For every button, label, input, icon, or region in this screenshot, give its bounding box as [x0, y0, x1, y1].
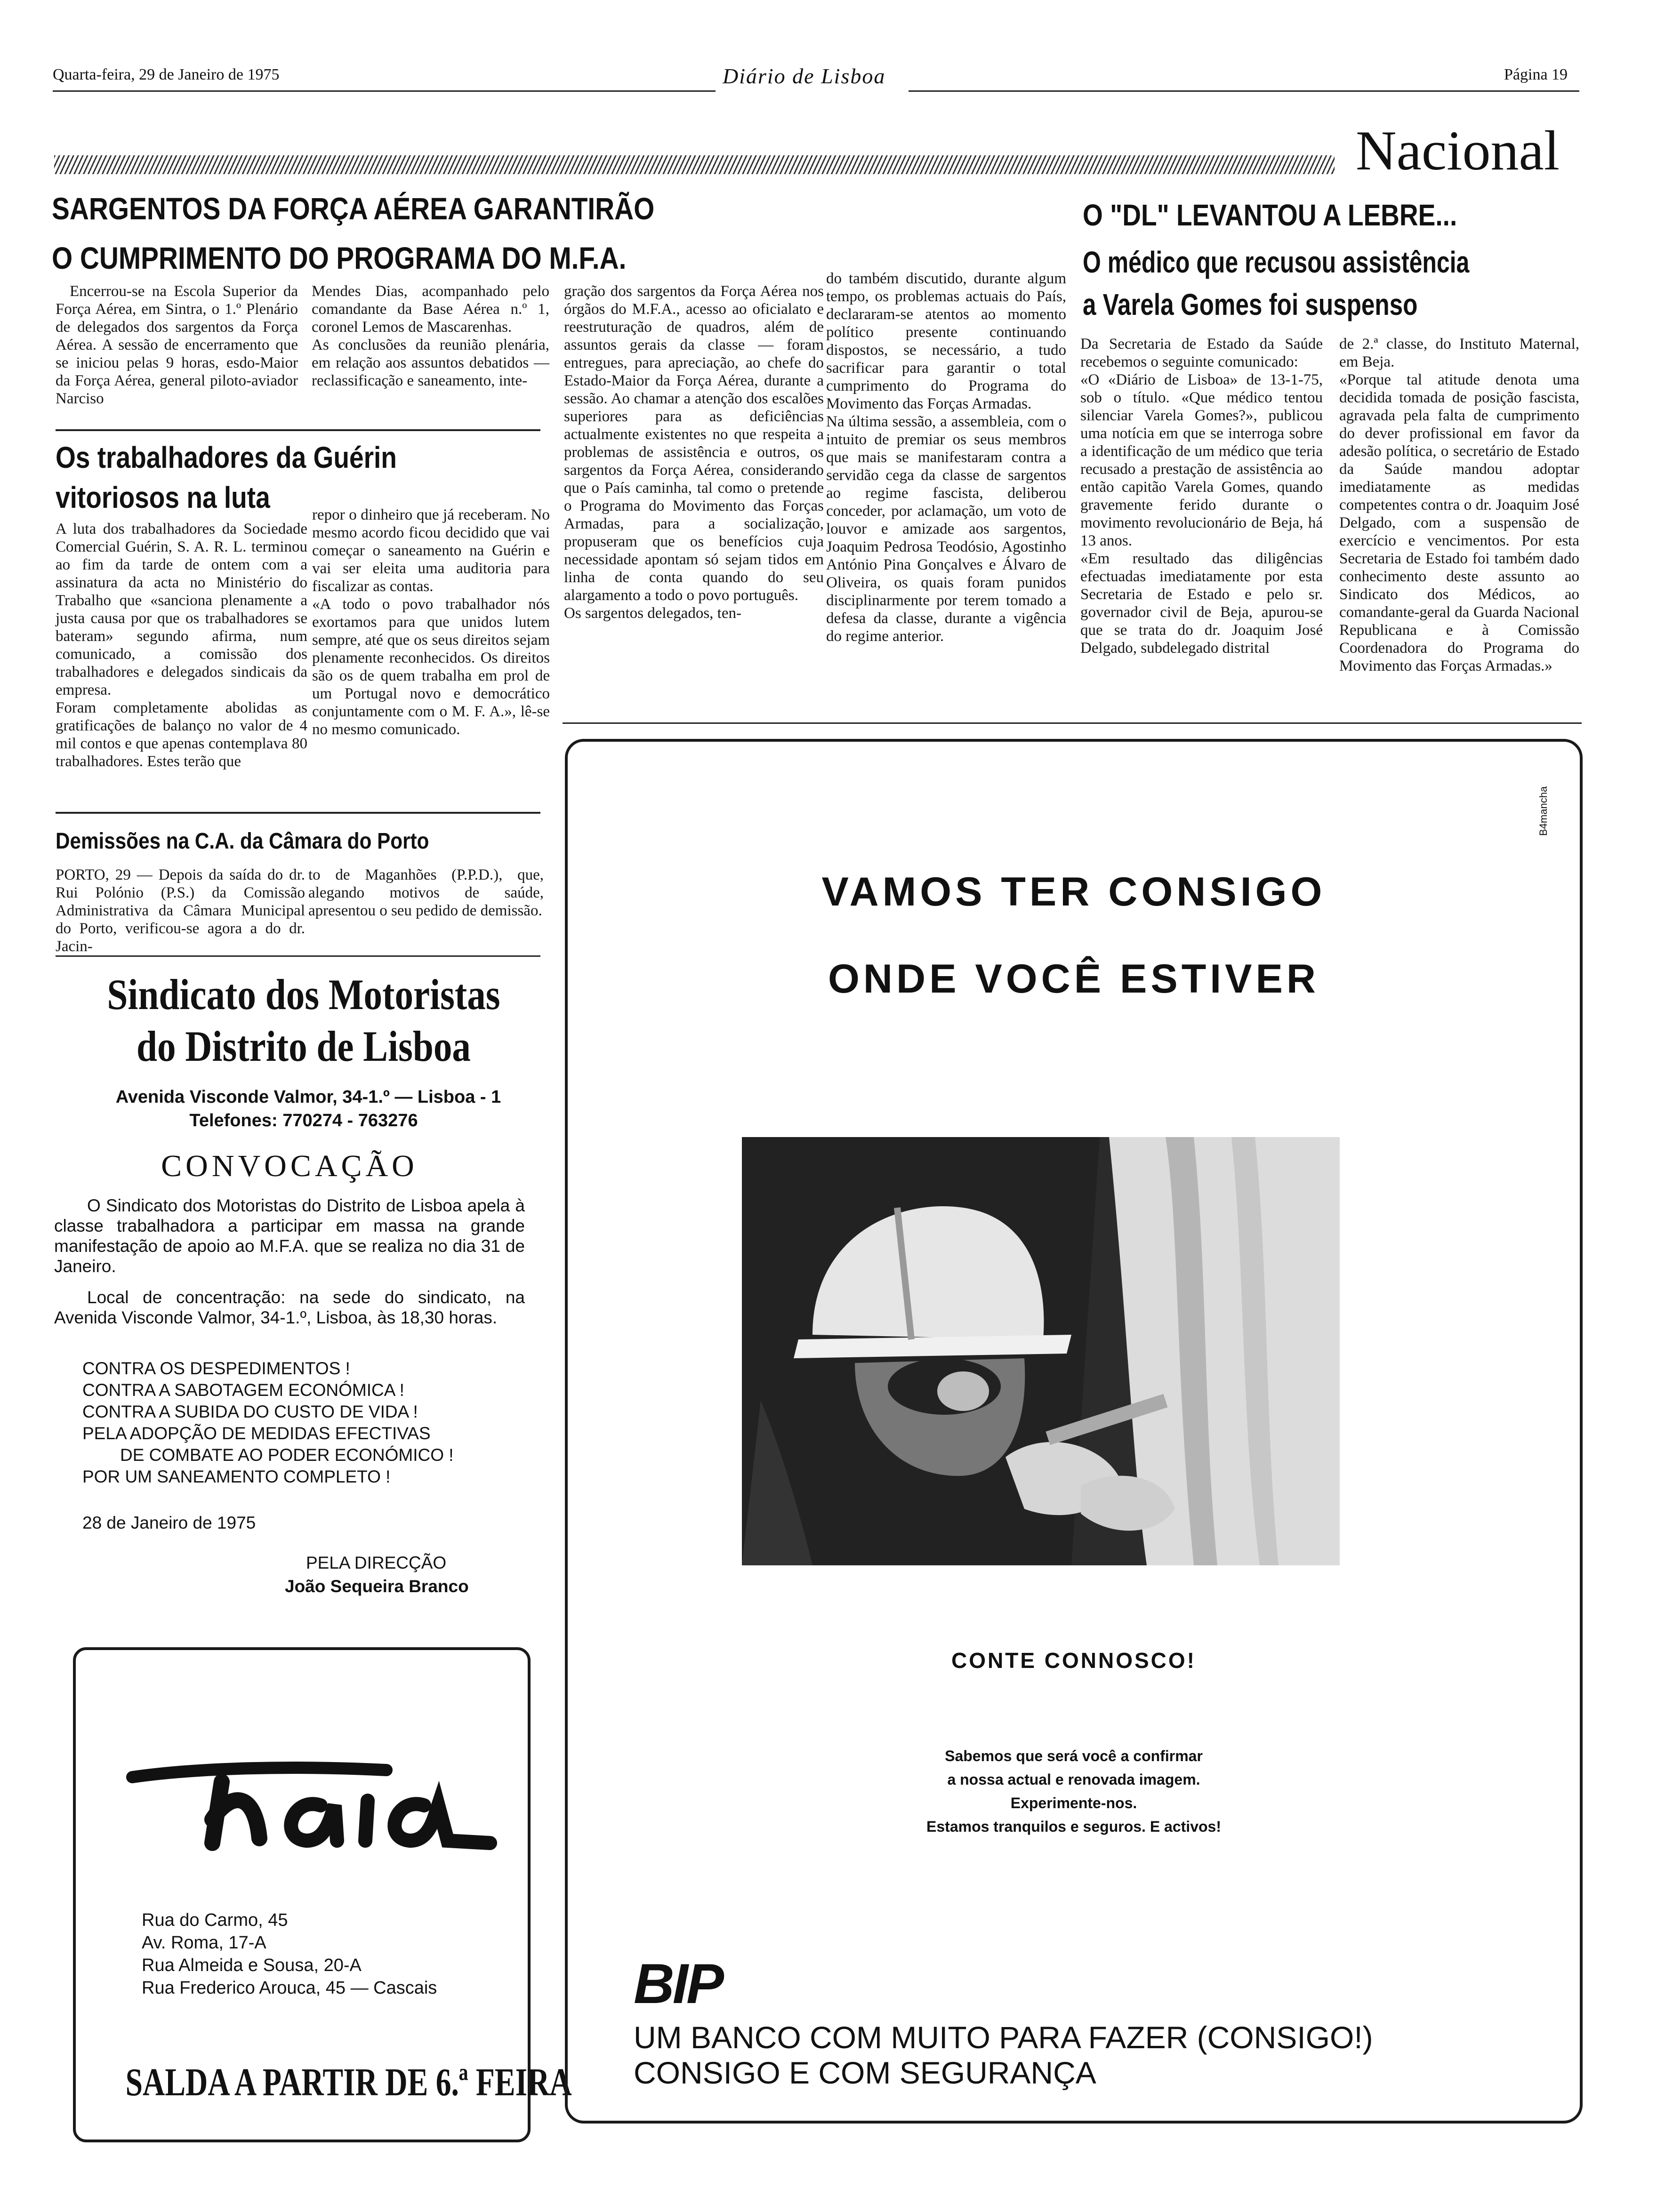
- article4-col1: Da Secretaria de Estado da Saúde recebemos o seguinte comunicado: «O «Diário de Lisboa» de 13-1-75, sob o título. «Que médico tentou silenciar Varela Gomes?», publicou uma notícia em que se interroga sobre a identificação de um médico que teria recusado a prestação de assistência ao então capitão Varela Gomes, quando gravemente ferido durante o movimento revolucionário de Beja, há 13 anos. «Em resultado das diligências efectuadas imediatamente por esta Secretaria de Estado e pelo sr. governador civil de Beja, apurou-se que se trata do dr. Joaquim José Delgado, subdelegado distrital: [1080, 336, 1323, 657]
- bank-ad-subhead: CONTE CONNOSCO!: [951, 1648, 1196, 1673]
- article3-col1: PORTO, 29 — Depois da saída do dr. Rui Polónio (P.S.) da Comissão Administrativa da Câmara Municipal do Porto, verificou-se agora a do dr. Jacin-: [56, 866, 305, 955]
- union-ad-slogan: CONTRA A SABOTAGEM ECONÓMICA !: [82, 1380, 404, 1400]
- article1-col2: Mendes Dias, acompanhado pelo comandante da Base Aérea n.º 1, coronel Lemos de Mascarenhas. As conclusões da reunião plenária, em relação aos assuntos debatidos — reclassificação e saneamento, inte-: [312, 283, 549, 389]
- article1-headline-line2: O CUMPRIMENTO DO PROGRAMA DO M.F.A.: [52, 240, 627, 275]
- section-hatch-band: [54, 155, 1335, 174]
- article4-col2: de 2.ª classe, do Instituto Maternal, em Beja. «Porque tal atitude denota uma decidida tomada de posição fascista, agravada pela falta de cumprimento do dever profissional em favor da adesão política, o secretário de Estado da Saúde mandou adoptar imediatamente as medidas competentes contra o dr. Joaquim José Delgado, com a suspensão de exercício e vencimentos. Por esta Secretaria de Estado foi também dado conhecimento deste assunto ao Sindicato dos Médicos, ao comandante-geral da Guarda Nacional Republicana e à Comissão Coordenadora do Programa do Movimento das Forças Armadas.»: [1339, 336, 1579, 674]
- bank-ad: [565, 739, 1583, 2124]
- union-ad-slogan: POR UM SANEAMENTO COMPLETO !: [82, 1467, 391, 1486]
- bank-ad-tag: B4mancha: [1537, 786, 1549, 836]
- bank-ad-photo: [742, 1137, 1340, 1565]
- article1-col1: Encerrou-se na Escola Superior da Força Aérea, em Sintra, o 1.º Plenário de delegados dos sargentos da Força Aérea. A sessão de encerramento que se iniciou pelas 9 horas, esdo-Maior da Força Aérea, general piloto-aviador Narciso: [56, 283, 298, 407]
- union-ad-slogan: PELA ADOPÇÃO DE MEDIDAS EFECTIVAS: [82, 1424, 431, 1443]
- article1-col3: gração dos sargentos da Força Aérea nos órgãos do M.F.A., acesso ao oficialato e reestruturação de quadros, além de assuntos gerais da classe — foram entregues, para apreciação, ao chefe do Estado-Maior da Força Aérea, durante a sessão. Ao chamar a atenção dos escalões superiores para as deficiências actualmente existentes no que respeita a problemas de assistência e outros, os sargentos da Força Aérea, considerando que o País caminha, tal como o pretende o Programa do Movimento das Forças Armadas, para a socialização, propuseram que os benefícios cuja necessidade apontam só sejam tidos em linha de conta quando do seu alargamento a todo o povo português. Os sargentos delegados, ten-: [564, 283, 824, 622]
- article1-headline-line1: SARGENTOS DA FORÇA AÉREA GARANTIRÃO: [52, 191, 655, 226]
- bank-ad-headline-line2: ONDE VOCÊ ESTIVER: [828, 956, 1319, 1002]
- article4-headline-line1: O "DL" LEVANTOU A LEBRE...: [1083, 198, 1457, 232]
- bank-ad-logo: BIP: [634, 1952, 723, 2015]
- bank-ad-line: Sabemos que será você a confirmar: [945, 1747, 1203, 1764]
- naia-address: Rua Almeida e Sousa, 20-A: [142, 1956, 362, 1975]
- union-ad-signature-title: PELA DIRECÇÃO: [306, 1553, 447, 1572]
- naia-address: Rua Frederico Arouca, 45 — Cascais: [142, 1978, 437, 1998]
- union-ad-slogans: [82, 1358, 544, 1488]
- article1-bottom-rule: [56, 429, 540, 431]
- naia-slogan: SALDA A PARTIR DE 6.ª FEIRA: [125, 2060, 572, 2104]
- article3-col2: to de Maganhões (P.P.D.), que, alegando motivos de saúde, apresentou o seu pedido de demissão.: [308, 866, 544, 919]
- article2-col2: repor o dinheiro que já receberam. No mesmo acordo ficou decidido que vai começar o saneamento na Guérin e vai ser eleita uma auditoria para fiscalizar as contas. «A todo o povo trabalhador nós exortamos para que unidos lutem sempre, até que os seus direitos sejam plenamente reconhecidos. Os direitos são os de quem trabalha em prol de um Portugal novo e democrático conjuntamente com o M. F. A.», lê-se no mesmo comunicado.: [312, 506, 550, 738]
- article4-headline-line3: a Varela Gomes foi suspenso: [1083, 288, 1418, 321]
- naia-address-list: [142, 1909, 437, 1999]
- article4-headline-line2: O médico que recusou assistência: [1083, 245, 1470, 279]
- article3-bottom-rule: [56, 955, 540, 957]
- article4-bottom-rule: [563, 722, 1582, 724]
- article2-headline-line2: vitoriosos na luta: [56, 481, 270, 514]
- union-ad-slogan: DE COMBATE AO PODER ECONÓMICO !: [120, 1445, 454, 1465]
- article2-headline-line1: Os trabalhadores da Guérin: [56, 441, 397, 474]
- union-ad: [54, 970, 544, 1610]
- union-ad-phones: Telefones: 770274 - 763276: [189, 1111, 418, 1130]
- bank-ad-tagline-line2: CONSIGO E COM SEGURANÇA: [634, 2055, 1096, 2090]
- union-ad-address: Avenida Visconde Valmor, 34-1.º — Lisboa - 1: [115, 1087, 501, 1107]
- union-ad-heading: CONVOCAÇÃO: [161, 1149, 418, 1183]
- union-ad-signature-name: João Sequeira Branco: [285, 1577, 469, 1596]
- bank-ad-line: Estamos tranquilos e seguros. E activos!: [926, 1818, 1221, 1835]
- header-date: Quarta-feira, 29 de Janeiro de 1975: [53, 66, 280, 83]
- section-title: Nacional: [1356, 119, 1560, 182]
- article1-col4: do também discutido, durante algum tempo, os problemas actuais do País, declararam-se atentos ao momento político presente continuando dispostos, se necessário, a tudo sacrificar para garantir o total cumprimento do Programa do Movimento das Forças Armadas. Na última sessão, a assembleia, com o intuito de premiar os seus membros que mais se manifestaram contra a servidão cega da classe de sargentos ao regime fascista, deliberou conceder, por aclamação, um voto de louvor e amizade aos sargentos, Joaquim Pedrosa Teodósio, Agostinho António Pina Gonçalves e Álvaro de Oliveira, os quais foram punidos disciplinarmente por terem tomado a defesa da classe, durante a vigência do regime anterior.: [826, 270, 1066, 645]
- union-ad-title-line1: Sindicato dos Motoristas: [107, 970, 500, 1018]
- header-paper-name: Diário de Lisboa: [723, 64, 886, 88]
- article3-headline: Demissões na C.A. da Câmara do Porto: [56, 829, 429, 854]
- naia-address: Av. Roma, 17-A: [142, 1933, 266, 1953]
- bank-ad-headline-line1: VAMOS TER CONSIGO: [821, 869, 1326, 914]
- naia-logo: [123, 1749, 499, 1852]
- bank-ad-lines: [568, 1744, 1580, 1838]
- union-ad-para2: Local de concentração: na sede do sindicato, na Avenida Visconde Valmor, 34-1.º, Lisboa, às 18,30 horas.: [54, 1288, 525, 1327]
- bank-ad-line: a nossa actual e renovada imagem.: [947, 1771, 1200, 1788]
- bank-ad-line: Experimente-nos.: [1010, 1795, 1137, 1811]
- header-page-number: Página 19: [1504, 66, 1568, 83]
- article2-col1: A luta dos trabalhadores da Sociedade Comercial Guérin, S. A. R. L. terminou ao fim da tarde de ontem com a assinatura da acta no Ministério do Trabalho que «sanciona plenamente a justa causa por que os trabalhadores se bateram» segundo afirma, num comunicado, a comissão dos trabalhadores e delegados sindicais da empresa. Foram completamente abolidas as gratificações de balanço no valor de 4 mil contos e que apenas contemplava 80 trabalhadores. Estes terão que: [56, 521, 307, 770]
- header-rule-right: [909, 90, 1579, 92]
- naia-ad: [73, 1647, 572, 2142]
- union-ad-para1: O Sindicato dos Motoristas do Distrito de Lisboa apela à classe trabalhadora a participar em massa na grande manifestação de apoio ao M.F.A. que se realiza no dia 31 de Janeiro.: [54, 1196, 525, 1276]
- union-ad-date: 28 de Janeiro de 1975: [82, 1513, 256, 1532]
- article2-bottom-rule: [56, 812, 540, 814]
- bank-ad-tagline-line1: UM BANCO COM MUITO PARA FAZER (CONSIGO!): [634, 2020, 1373, 2055]
- union-ad-slogan: CONTRA OS DESPEDIMENTOS !: [82, 1359, 350, 1378]
- header-rule-left: [53, 90, 716, 92]
- naia-address: Rua do Carmo, 45: [142, 1910, 288, 1930]
- union-ad-slogan: CONTRA A SUBIDA DO CUSTO DE VIDA !: [82, 1402, 418, 1421]
- union-ad-title-line2: do Distrito de Lisboa: [137, 1022, 471, 1070]
